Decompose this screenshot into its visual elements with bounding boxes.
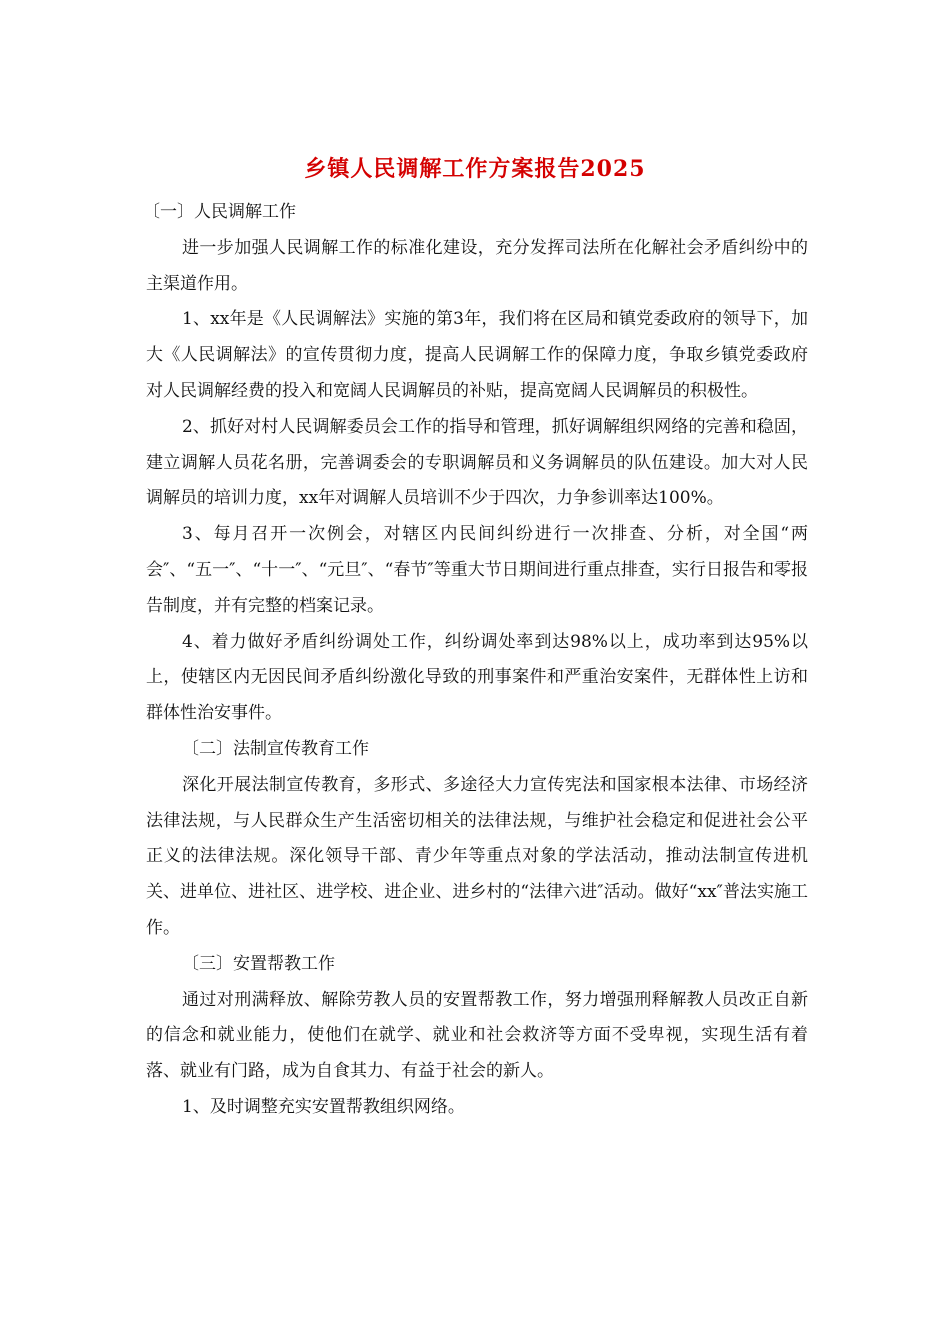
document-body [143, 195, 808, 1126]
paragraph-mediation-item-3: 3、每月召开一次例会，对辖区内民间纠纷进行一次排查、分析，对全国“两会″、“五一″、“十一″、“元旦″、“春节″等重大节日期间进行重点排查，实行日报告和零报告制度，并有完整的档案记录。 [146, 524, 808, 616]
paragraph-mediation-item-2: 2、抓好对村人民调解委员会工作的指导和管理，抓好调解组织网络的完善和稳固，建立调解人员花名册，完善调委会的专职调解员和义务调解员的队伍建设。加大对人民调解员的培训力度，xx年对调解人员培训不少于四次，力争参训率达100%。 [146, 416, 808, 509]
section-heading-resettlement: 〔三〕安置帮教工作 [182, 953, 335, 974]
document-title: 乡镇人民调解工作方案报告2025 [304, 156, 646, 182]
paragraph-legal-education: 深化开展法制宣传教育，多形式、多途径大力宣传宪法和国家根本法律、市场经济法律法规，与人民群众生产生活密切相关的法律法规，与维护社会稳定和促进社会公平正义的法律法规。深化领导干部、青少年等重点对象的学法活动，推动法制宣传进机关、进单位、进社区、进学校、进企业、进乡村的“法律六进″活动。做好“xx″普法实施工作。 [146, 774, 808, 938]
section-heading-legal-education: 〔二〕法制宣传教育工作 [182, 738, 369, 759]
paragraph-resettlement-item-1: 1、及时调整充实安置帮教组织网络。 [182, 1096, 465, 1117]
paragraph-mediation-item-4: 4、着力做好矛盾纠纷调处工作，纠纷调处率到达98%以上，成功率到达95%以上，使辖区内无因民间矛盾纠纷激化导致的刑事案件和严重治安案件，无群体性上访和群体性治安事件。 [146, 631, 808, 724]
paragraph-resettlement-intro: 通过对刑满释放、解除劳教人员的安置帮教工作，努力增强刑释解教人员改正自新的信念和就业能力，使他们在就学、就业和社会救济等方面不受卑视，实现生活有着落、就业有门路，成为自食其力、有益于社会的新人。 [146, 989, 808, 1082]
section-heading-mediation: 〔一〕人民调解工作 [143, 202, 296, 222]
paragraph-mediation-intro: 进一步加强人民调解工作的标准化建设，充分发挥司法所在化解社会矛盾纠纷中的主渠道作用。 [146, 237, 808, 294]
paragraph-mediation-item-1: 1、xx年是《人民调解法》实施的第3年，我们将在区局和镇党委政府的领导下，加大《人民调解法》的宣传贯彻力度，提高人民调解工作的保障力度，争取乡镇党委政府对人民调解经费的投入和宽阔人民调解员的补贴，提高宽阔人民调解员的积极性。 [146, 309, 808, 401]
